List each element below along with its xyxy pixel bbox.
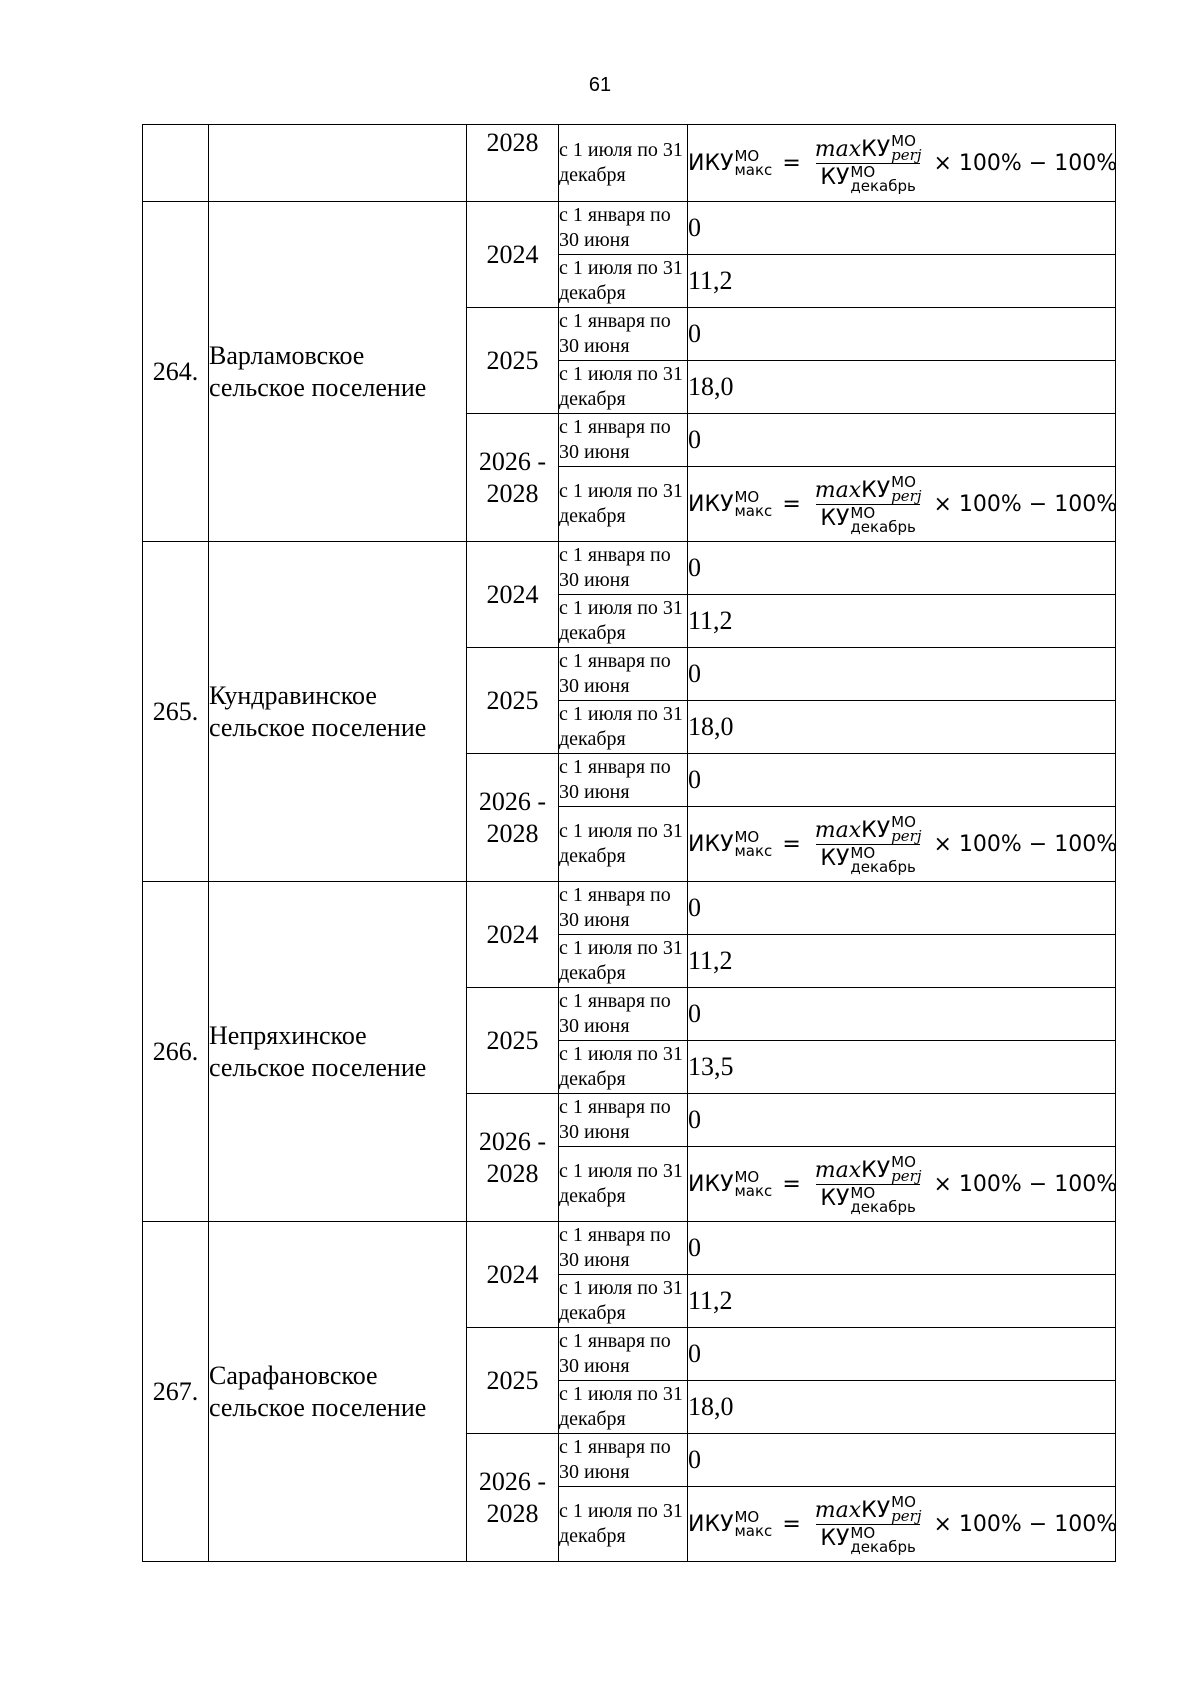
table-row [143,125,1116,202]
formula-den-sup: МО [850,503,876,522]
formula-num-sub: perj [891,1506,922,1525]
value-cell: 0 [688,414,1116,467]
value-cell: 0 [688,882,1116,935]
formula-num-base: КУ [861,136,891,162]
period-cell: с 1 января по 30 июня [559,1328,688,1381]
value-cell: 11,2 [688,1275,1116,1328]
formula-num-sub: perj [891,1166,922,1185]
formula-tail: × 100% − 100% [933,150,1118,176]
value-cell [688,467,1116,542]
value-cell: 11,2 [688,255,1116,308]
formula-numerator [811,1152,926,1185]
formula-num-sub: perj [891,145,922,164]
formula-fraction [811,1152,926,1216]
value-cell: 0 [688,1434,1116,1487]
period-cell: с 1 января по 30 июня [559,1222,688,1275]
value-cell [688,125,1116,202]
formula-tail: × 100% − 100% [933,1511,1118,1537]
formula-lhs-sub: макс [734,502,773,520]
period-cell: с 1 июля по 31 декабря [559,1275,688,1328]
formula-numerator [811,472,926,505]
formula [688,812,1118,876]
formula-numerator [811,1492,926,1525]
year-cell: 2026 - 2028 [467,754,559,882]
formula-lhs [688,1510,772,1538]
entry-number: 264. [143,202,209,542]
period-cell: с 1 июля по 31 декабря [559,595,688,648]
year-cell: 2025 [467,308,559,414]
period-cell: с 1 июля по 31 декабря [559,361,688,414]
formula-den-sub: декабрь [850,517,916,536]
table-row [143,1222,1116,1275]
formula-fraction [811,472,926,536]
value-cell: 0 [688,754,1116,807]
formula-lhs-base: ИКУ [688,491,734,517]
value-cell: 0 [688,542,1116,595]
value-cell [688,807,1116,882]
value-cell: 0 [688,648,1116,701]
value-cell: 0 [688,202,1116,255]
year-cell: 2026 - 2028 [467,1434,559,1562]
formula-denominator [816,844,920,874]
formula-den-sub: декабрь [850,857,916,876]
period-cell: с 1 июля по 31 декабря [559,1041,688,1094]
year-cell: 2025 [467,648,559,754]
value-cell: 18,0 [688,1381,1116,1434]
value-cell [688,1487,1116,1562]
formula-lhs-sup: МО [734,828,760,846]
settlement-name: Сарафановское сельское поселение [209,1222,467,1562]
formula-num-sub: perj [891,486,922,505]
period-cell: с 1 января по 30 июня [559,1434,688,1487]
period-cell: с 1 января по 30 июня [559,202,688,255]
value-cell: 11,2 [688,595,1116,648]
value-cell: 18,0 [688,361,1116,414]
value-cell: 0 [688,1094,1116,1147]
formula [688,131,1118,195]
formula-equals: = [782,491,801,517]
formula [688,1152,1118,1216]
table-row [143,882,1116,935]
year-cell: 2028 [467,125,559,202]
formula-max: max [814,477,862,503]
formula-lhs-sup: МО [734,147,760,165]
formula-lhs-sup: МО [734,488,760,506]
formula-lhs-base: ИКУ [688,1511,734,1537]
year-cell: 2025 [467,1328,559,1434]
formula-num-sup: МО [891,812,916,831]
formula-fraction [811,1492,926,1556]
formula-lhs-sup: МО [734,1508,760,1526]
period-cell: с 1 января по 30 июня [559,308,688,361]
formula-lhs [688,1170,772,1198]
period-cell: с 1 января по 30 июня [559,648,688,701]
formula-max: max [814,1497,862,1523]
year-cell: 2026 - 2028 [467,414,559,542]
formula-den-sup: МО [850,1523,876,1542]
value-cell: 13,5 [688,1041,1116,1094]
formula-numerator [811,131,926,164]
table-row [143,202,1116,255]
formula-lhs-base: ИКУ [688,1171,734,1197]
settlement-name: Кундравинское сельское поселение [209,542,467,882]
formula-tail: × 100% − 100% [933,491,1118,517]
entry-number-cell [143,125,209,202]
formula-denominator [816,1184,920,1214]
formula-lhs-sub: макс [734,161,773,179]
value-cell: 0 [688,1328,1116,1381]
period-cell: с 1 июля по 31 декабря [559,467,688,542]
year-cell: 2025 [467,988,559,1094]
formula-denominator [816,504,920,534]
formula-lhs-sub: макс [734,1522,773,1540]
formula-num-base: КУ [861,817,891,843]
formula-num-base: КУ [861,1157,891,1183]
formula-numerator [811,812,926,845]
formula-den-sup: МО [850,843,876,862]
formula-fraction [811,812,926,876]
formula-max: max [814,817,862,843]
period-cell: с 1 января по 30 июня [559,882,688,935]
formula-den-base: КУ [820,164,850,190]
period-cell: с 1 июля по 31 декабря [559,125,688,202]
period-cell: с 1 января по 30 июня [559,1094,688,1147]
value-cell: 0 [688,308,1116,361]
period-cell: с 1 июля по 31 декабря [559,807,688,882]
year-cell: 2024 [467,542,559,648]
formula-num-sup: МО [891,1492,916,1511]
formula [688,1492,1118,1556]
formula-lhs [688,830,772,858]
formula-lhs-base: ИКУ [688,150,734,176]
formula-den-sub: декабрь [850,1197,916,1216]
formula-lhs-base: ИКУ [688,831,734,857]
formula-lhs-sub: макс [734,1182,773,1200]
formula-equals: = [782,1511,801,1537]
formula-equals: = [782,831,801,857]
formula-lhs [688,490,772,518]
tariff-table [142,124,1116,1562]
period-cell: с 1 июля по 31 декабря [559,1147,688,1222]
formula-max: max [814,1157,862,1183]
formula-num-base: КУ [861,1497,891,1523]
formula-den-sup: МО [850,162,876,181]
formula-den-base: КУ [820,505,850,531]
formula [688,472,1118,536]
entry-name-cell [209,125,467,202]
formula-max: max [814,136,862,162]
period-cell: с 1 июля по 31 декабря [559,1381,688,1434]
value-cell: 0 [688,988,1116,1041]
period-cell: с 1 января по 30 июня [559,414,688,467]
value-cell: 18,0 [688,701,1116,754]
formula-denominator [816,1524,920,1554]
period-cell: с 1 января по 30 июня [559,542,688,595]
formula-num-sup: МО [891,472,916,491]
value-cell: 0 [688,1222,1116,1275]
formula-denominator [816,163,920,193]
formula-tail: × 100% − 100% [933,1171,1118,1197]
settlement-name: Варламовское сельское поселение [209,202,467,542]
formula-lhs-sup: МО [734,1168,760,1186]
formula-den-sup: МО [850,1183,876,1202]
table-row [143,542,1116,595]
year-cell: 2026 - 2028 [467,1094,559,1222]
formula-equals: = [782,150,801,176]
entry-number: 267. [143,1222,209,1562]
formula-num-sub: perj [891,826,922,845]
year-cell: 2024 [467,882,559,988]
period-cell: с 1 января по 30 июня [559,988,688,1041]
entry-number: 266. [143,882,209,1222]
settlement-name: Непряхинское сельское поселение [209,882,467,1222]
formula-den-sub: декабрь [850,176,916,195]
year-cell: 2024 [467,1222,559,1328]
formula-lhs-sub: макс [734,842,773,860]
formula-lhs [688,149,772,177]
value-cell: 11,2 [688,935,1116,988]
period-cell: с 1 июля по 31 декабря [559,1487,688,1562]
formula-tail: × 100% − 100% [933,831,1118,857]
formula-num-base: КУ [861,477,891,503]
formula-fraction [811,131,926,195]
period-cell: с 1 июля по 31 декабря [559,255,688,308]
formula-den-base: КУ [820,1525,850,1551]
formula-num-sup: МО [891,1152,916,1171]
formula-equals: = [782,1171,801,1197]
period-cell: с 1 июля по 31 декабря [559,935,688,988]
formula-den-base: КУ [820,1185,850,1211]
value-cell [688,1147,1116,1222]
period-cell: с 1 января по 30 июня [559,754,688,807]
entry-number: 265. [143,542,209,882]
formula-num-sup: МО [891,131,916,150]
period-cell: с 1 июля по 31 декабря [559,701,688,754]
page-number: 61 [588,74,612,96]
formula-den-base: КУ [820,845,850,871]
formula-den-sub: декабрь [850,1537,916,1556]
year-cell: 2024 [467,202,559,308]
